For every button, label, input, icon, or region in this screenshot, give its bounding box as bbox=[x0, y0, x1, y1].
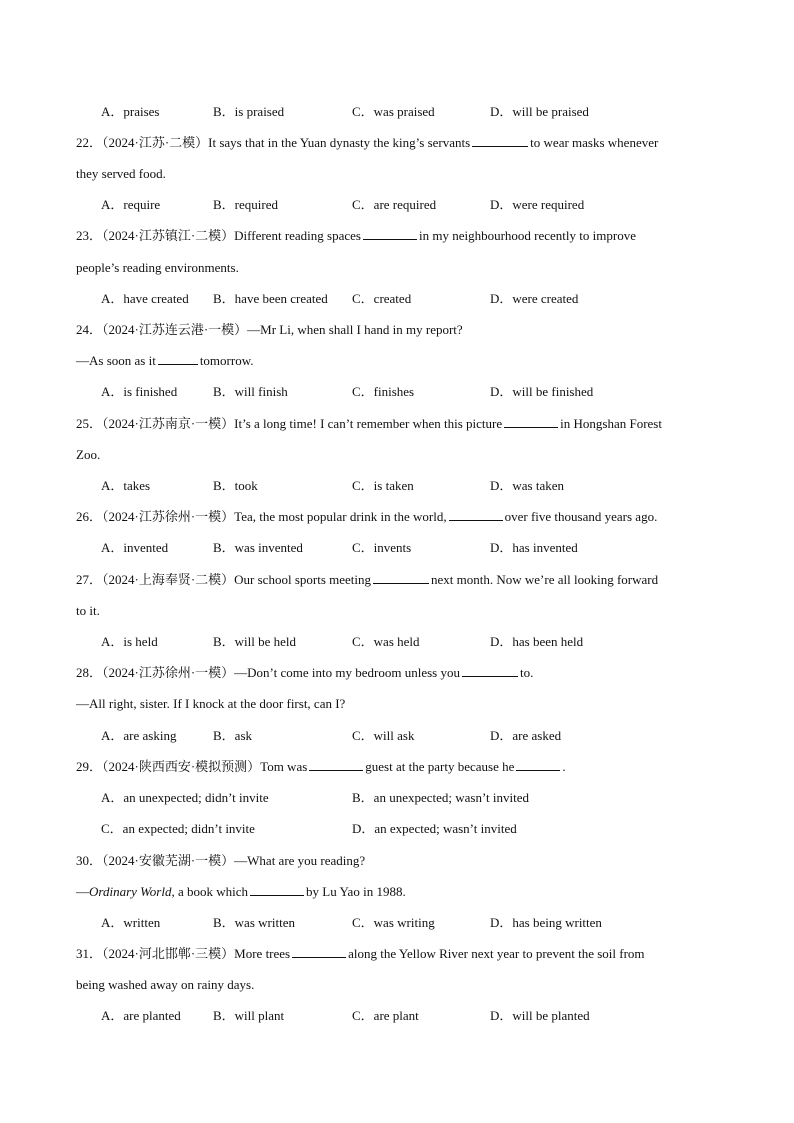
q28-stem-pre: 28．（2024·江苏徐州·一模）—Don’t come into my bedroom unless you bbox=[76, 665, 460, 680]
q29-stem bbox=[76, 757, 726, 777]
q22-option-a: A．require bbox=[101, 197, 161, 212]
q23-options bbox=[76, 289, 726, 309]
q30-line2 bbox=[76, 882, 726, 902]
q21-option-a: A．praises bbox=[101, 104, 160, 119]
answer-blank bbox=[462, 663, 518, 677]
q29-stem-post: . bbox=[562, 759, 566, 774]
answer-blank bbox=[158, 351, 198, 365]
q28-option-c: C．will ask bbox=[352, 728, 415, 743]
q28-option-b: B．ask bbox=[213, 728, 253, 743]
q27-stem-pre: 27．（2024·上海奉贤·二模）Our school sports meeting bbox=[76, 572, 372, 587]
q25-stem-line2: Zoo. bbox=[76, 447, 101, 462]
q25-option-d: D．was taken bbox=[490, 478, 565, 493]
q24-line2-post: tomorrow. bbox=[199, 353, 254, 368]
q30-option-a: A．written bbox=[101, 915, 161, 930]
q27-option-d: D．has been held bbox=[490, 634, 584, 649]
q31-stem-post: along the Yellow River next year to prevent the soil from bbox=[348, 946, 645, 961]
q27-stem-post: next month. Now we’re all looking forward bbox=[431, 572, 659, 587]
q28-stem-post: to. bbox=[519, 665, 534, 680]
answer-blank bbox=[472, 133, 528, 147]
q30-book-title: Ordinary World bbox=[89, 884, 172, 899]
q21-option-d: D．will be praised bbox=[490, 104, 589, 119]
q31-option-b: B．will plant bbox=[213, 1008, 285, 1023]
q29-option-c: C．an expected; didn’t invite bbox=[101, 821, 255, 836]
q23-option-b: B．have been created bbox=[213, 291, 328, 306]
q24-line2-pre: —As soon as it bbox=[76, 353, 156, 368]
q30-line2-dash: — bbox=[76, 884, 89, 899]
q27-stem-line2: to it. bbox=[76, 603, 100, 618]
q26-option-d: D．has invented bbox=[490, 540, 578, 555]
q24-option-d: D．will be finished bbox=[490, 384, 594, 399]
q30-line2-post: by Lu Yao in 1988. bbox=[306, 884, 406, 899]
q31-stem-line2: being washed away on rainy days. bbox=[76, 977, 255, 992]
q26-option-b: B．was invented bbox=[213, 540, 303, 555]
q23-stem-pre: 23．（2024·江苏镇江·二模）Different reading spaces bbox=[76, 228, 361, 243]
q30-line2-mid: , a book which bbox=[171, 884, 249, 899]
q30-option-b: B．was written bbox=[213, 915, 295, 930]
q27-option-c: C．was held bbox=[352, 634, 420, 649]
q27-stem bbox=[76, 570, 726, 590]
q21-option-c: C．was praised bbox=[352, 104, 435, 119]
q26-stem-post: over five thousand years ago. bbox=[504, 509, 658, 524]
q31-stem bbox=[76, 944, 726, 964]
q29-option-a: A．an unexpected; didn’t invite bbox=[101, 790, 269, 805]
q28-options bbox=[76, 726, 726, 746]
q30-stem: 30．（2024·安徽芜湖·一模）—What are you reading? bbox=[76, 853, 366, 868]
q21-option-b: B．is praised bbox=[213, 104, 285, 119]
answer-blank bbox=[516, 757, 560, 771]
q29-stem-pre: 29．（2024·陕西西安·模拟预测）Tom was bbox=[76, 759, 308, 774]
q31-option-a: A．are planted bbox=[101, 1008, 181, 1023]
q25-stem bbox=[76, 414, 726, 434]
q22-stem bbox=[76, 133, 726, 153]
q24-line2 bbox=[76, 351, 726, 371]
q28-stem bbox=[76, 663, 726, 683]
q29-option-b: B．an unexpected; wasn’t invited bbox=[352, 790, 530, 805]
q28-option-d: D．are asked bbox=[490, 728, 562, 743]
q21-options bbox=[76, 102, 726, 122]
answer-blank bbox=[449, 507, 503, 521]
q25-options bbox=[76, 476, 726, 496]
q29-stem-mid: guest at the party because he bbox=[365, 759, 515, 774]
q26-options bbox=[76, 538, 726, 558]
q22-stem-line2: they served food. bbox=[76, 166, 166, 181]
q22-stem-post: to wear masks whenever bbox=[530, 135, 659, 150]
q25-stem-post: in Hongshan Forest bbox=[560, 416, 662, 431]
answer-blank bbox=[250, 882, 304, 896]
q28-option-a: A．are asking bbox=[101, 728, 177, 743]
q31-options bbox=[76, 1006, 726, 1026]
answer-blank bbox=[504, 414, 558, 428]
answer-blank bbox=[373, 570, 429, 584]
answer-blank bbox=[292, 944, 346, 958]
q29-options-row1 bbox=[76, 788, 726, 808]
q27-option-a: A．is held bbox=[101, 634, 158, 649]
q26-stem-pre: 26．（2024·江苏徐州·一模）Tea, the most popular drink in the world, bbox=[76, 509, 447, 524]
q29-option-d: D．an expected; wasn’t invited bbox=[352, 821, 517, 836]
q31-option-d: D．will be planted bbox=[490, 1008, 590, 1023]
q24-option-c: C．finishes bbox=[352, 384, 415, 399]
q31-option-c: C．are plant bbox=[352, 1008, 419, 1023]
answer-blank bbox=[309, 757, 363, 771]
q26-stem bbox=[76, 507, 726, 527]
q26-option-a: A．invented bbox=[101, 540, 169, 555]
q23-option-c: C．created bbox=[352, 291, 412, 306]
q22-option-d: D．were required bbox=[490, 197, 585, 212]
q30-option-d: D．has being written bbox=[490, 915, 602, 930]
q27-options bbox=[76, 632, 726, 652]
q22-option-b: B．required bbox=[213, 197, 278, 212]
q22-options bbox=[76, 195, 726, 215]
q25-option-c: C．is taken bbox=[352, 478, 414, 493]
q24-stem: 24．（2024·江苏连云港·一模）—Mr Li, when shall I hand in my report? bbox=[76, 322, 463, 337]
q28-stem-line2: —All right, sister. If I knock at the door first, can I? bbox=[76, 696, 346, 711]
q25-option-a: A．takes bbox=[101, 478, 151, 493]
q23-option-d: D．were created bbox=[490, 291, 579, 306]
q30-options bbox=[76, 913, 726, 933]
q31-stem-pre: 31．（2024·河北邯郸·三模）More trees bbox=[76, 946, 291, 961]
q27-option-b: B．will be held bbox=[213, 634, 297, 649]
q29-options-row2 bbox=[76, 819, 726, 839]
q26-option-c: C．invents bbox=[352, 540, 412, 555]
q22-stem-pre: 22．（2024·江苏·二模）It says that in the Yuan dynasty the king’s servants bbox=[76, 135, 471, 150]
q25-option-b: B．took bbox=[213, 478, 258, 493]
q25-stem-pre: 25．（2024·江苏南京·一模）It’s a long time! I can’t remember when this picture bbox=[76, 416, 503, 431]
q24-option-a: A．is finished bbox=[101, 384, 178, 399]
q23-stem-line2: people’s reading environments. bbox=[76, 260, 239, 275]
q23-stem bbox=[76, 226, 726, 246]
q24-options bbox=[76, 382, 726, 402]
q23-option-a: A．have created bbox=[101, 291, 189, 306]
q24-option-b: B．will finish bbox=[213, 384, 288, 399]
q22-option-c: C．are required bbox=[352, 197, 437, 212]
q30-option-c: C．was writing bbox=[352, 915, 435, 930]
q23-stem-post: in my neighbourhood recently to improve bbox=[418, 228, 636, 243]
answer-blank bbox=[363, 226, 417, 240]
